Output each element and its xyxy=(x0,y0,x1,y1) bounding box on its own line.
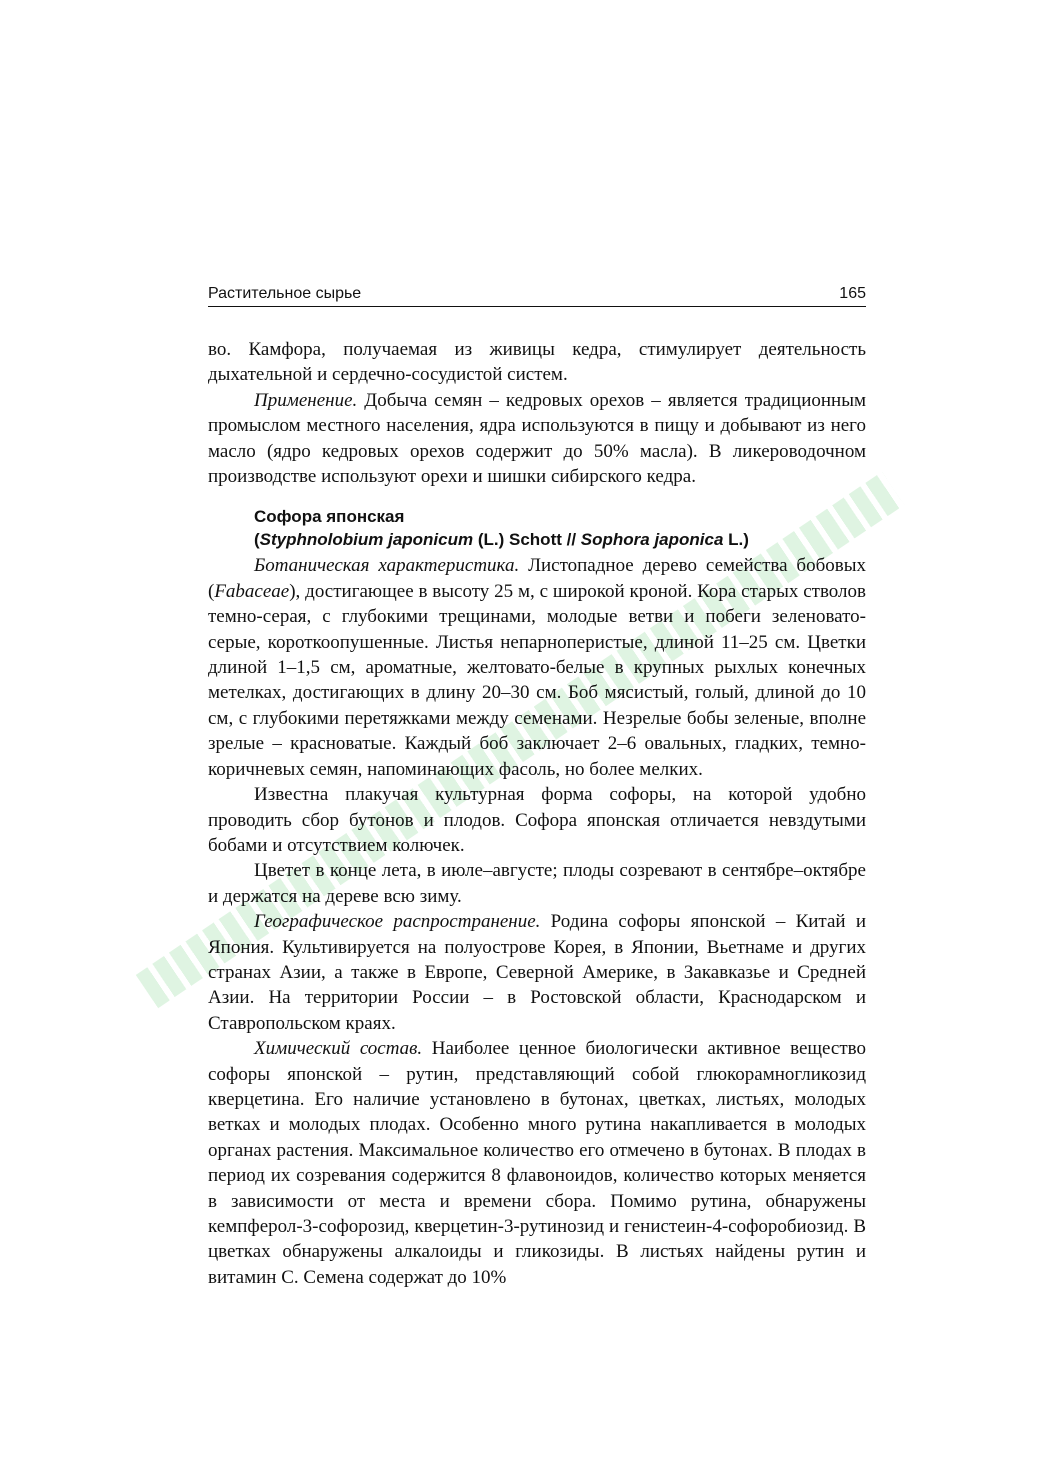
heading-title: Софора японская xyxy=(254,507,405,527)
heading-latin-names xyxy=(254,528,866,551)
paragraph-text: ), достигающее в высоту 25 м, с широкой кроной. Кора старых стволов темно-серая, с глубокими трещинами, молодые ветви и побеги зеленовато-серые, короткоопушенные. Листья непарноперистые, длиной 11–25 см. Цветки длиной 1–1,5 см, ароматные, желтовато-белые в крупных рыхлых конечных метелках, достигающих в длину 20–30 см. Боб мясистый, голый, длиной до 10 см, с глубокими перетяжками между семенами. Незрелые бобы зеленые, вполне зрелые – красноватые. Каждый боб заключает 2–6 овальных, гладких, темно-коричневых семян, напоминающих фасоль, но более мелких. xyxy=(208,580,866,780)
paragraph-label: Химический состав. xyxy=(254,1038,423,1060)
paragraph-weeping-form xyxy=(208,782,866,858)
paragraph-label: Ботаническая характеристика. xyxy=(254,555,520,577)
paragraph-label: Географическое распространение. xyxy=(254,911,541,933)
family-name: Fabaceae xyxy=(214,580,290,602)
latin-name-synonym: Sophora japonica xyxy=(580,530,724,550)
running-header xyxy=(208,284,866,307)
paragraph-botanical xyxy=(208,553,866,782)
body-text xyxy=(208,337,866,1290)
paragraph-text: Родина софоры японской – Китай и Япония. Культивируется на полуострове Корея, в Японии, Вьетнаме и других странах Азии, а также в Европе, Северной Америке, в Закавказье и Средней Азии. На территории России – в Ростовской области, Краснодарском и Ставропольском краях. xyxy=(208,911,866,1034)
heading-paren: ( xyxy=(254,530,260,550)
page-number: 165 xyxy=(839,285,866,302)
paragraph-distribution xyxy=(208,909,866,1036)
paragraph-text: во. Камфора, получаемая из живицы кедра, стимулирует деятельность дыхательной и сердечно-сосудистой систем. xyxy=(208,339,866,386)
paragraph-continuation xyxy=(208,337,866,388)
header-section-title: Растительное сырье xyxy=(208,285,362,302)
paragraph-text: Известна плакучая культурная форма софоры, на которой удобно проводить сбор бутонов и плодов. Софора японская отличается невздутыми бобами и отсутствием колючек. xyxy=(208,784,866,856)
paragraph-flowering xyxy=(208,858,866,909)
paragraph-text: Листопадное дерево семейства бобовых ( xyxy=(208,555,866,602)
heading-author: (L.) Schott // xyxy=(473,530,581,550)
paragraph-application xyxy=(208,388,866,490)
section-heading xyxy=(208,505,866,551)
paragraph-label: Применение. xyxy=(254,389,358,411)
latin-name-primary: Styphnolobium japonicum xyxy=(259,530,474,550)
paragraph-chemistry xyxy=(208,1036,866,1290)
paragraph-text: Добыча семян – кедровых орехов – является традиционным промыслом местного населения, ядра используются в пищу и добывают из него масло (ядро кедровых орехов содержит до 50% масла). В ликероводочном производстве используют орехи и шишки сибирского кедра. xyxy=(208,389,866,488)
paragraph-text: Цветет в конце лета, в июле–августе; плоды созревают в сентябре–октябре и держатся на дереве всю зиму. xyxy=(208,860,866,907)
paragraph-text: Наиболее ценное биологически активное вещество софоры японской – рутин, представляющий собой глюкорамногликозид кверцетина. Его наличие установлено в бутонах, цветках, листьях, молодых ветках и молодых плодах. Особенно много рутина накапливается в молодых органах растения. Максимальное количество его отмечено в бутонах. В плодах в период их созревания содержится 8 флавоноидов, количество которых меняется в зависимости от места и времени сбора. Помимо рутина, обнаружены кемпферол-3-софорозид, кверцетин-3-рутинозид и генистеин-4-софоробиозид. В цветках обнаружены алкалоиды и гликозиды. В листьях найдены рутин и витамин С. Семена содержат до 10% xyxy=(208,1038,866,1288)
heading-author-end: L.) xyxy=(723,530,749,550)
book-page xyxy=(208,284,866,1290)
